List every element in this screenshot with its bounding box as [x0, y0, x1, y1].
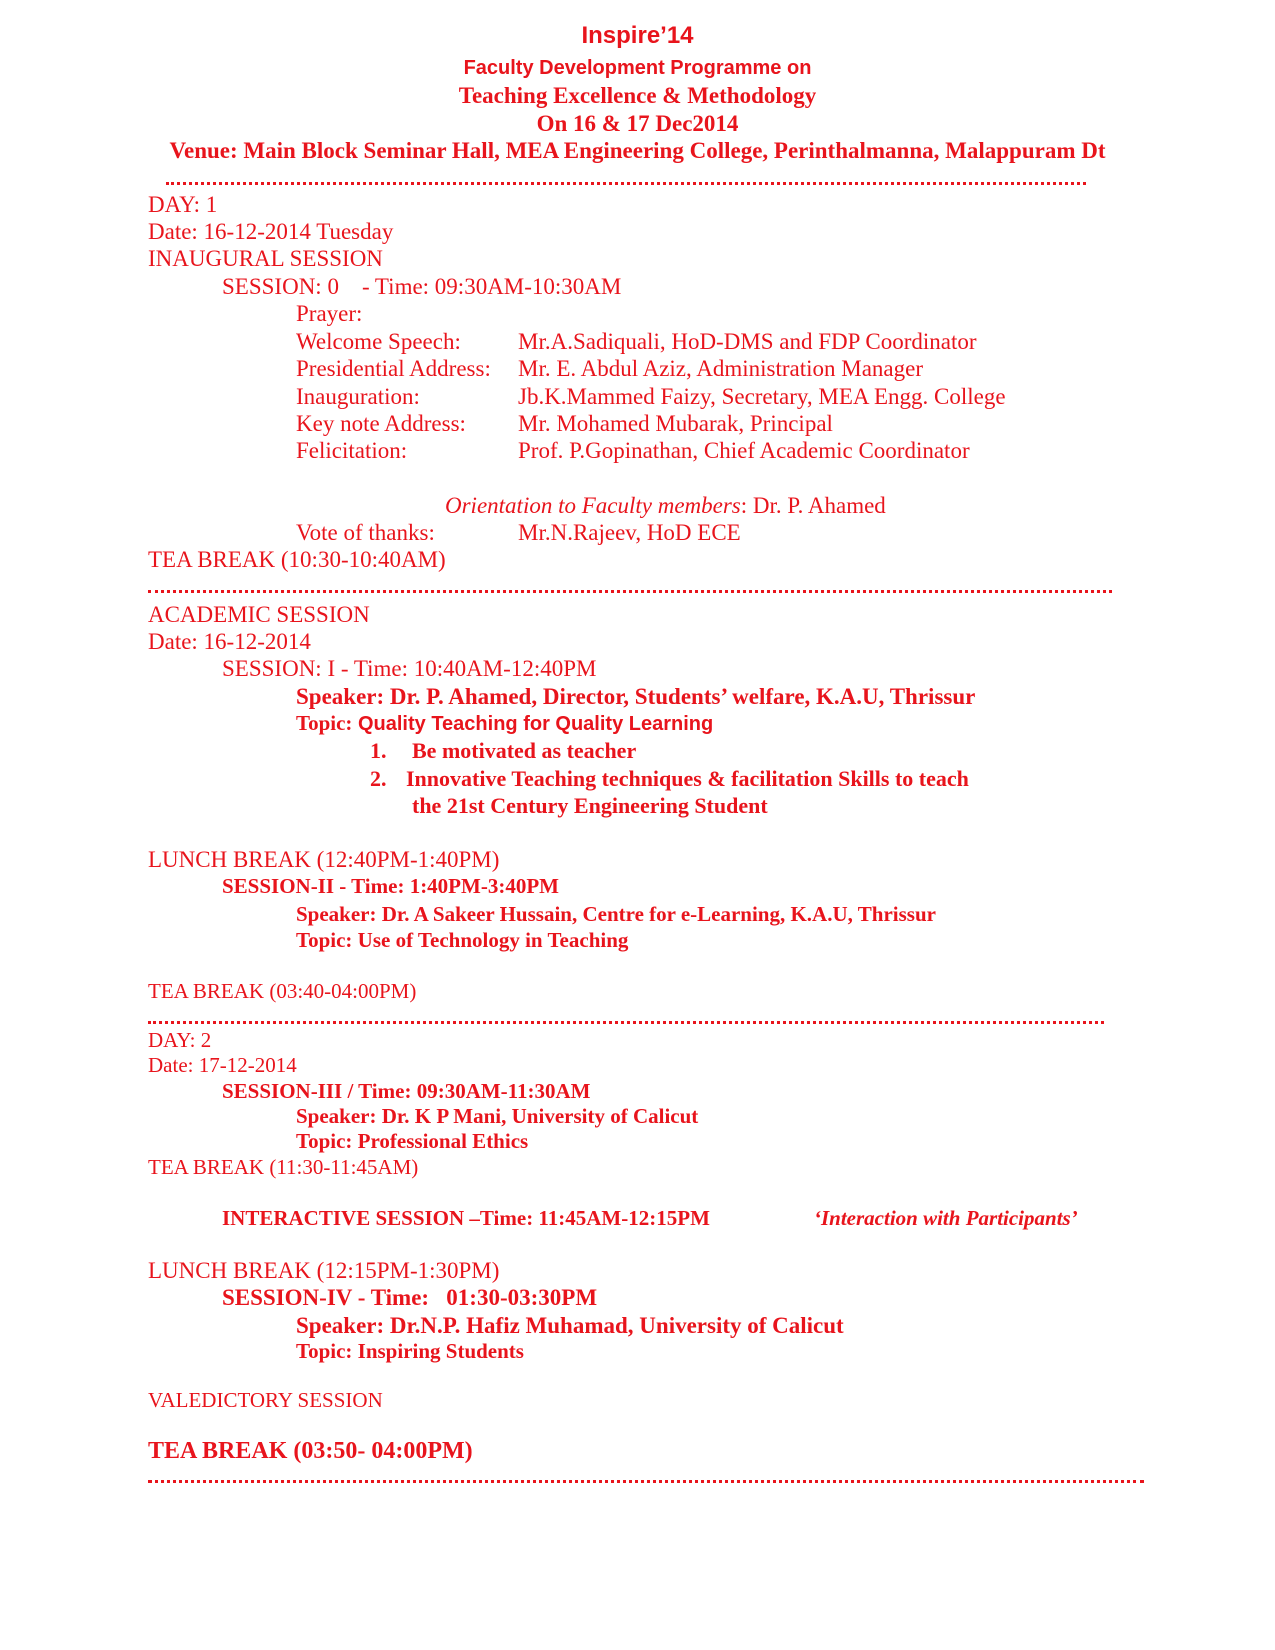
programme-role: Presidential Address: — [296, 356, 491, 381]
topic-text: Quality Teaching for Quality Learning — [352, 713, 714, 735]
event-theme: Teaching Excellence & Methodology — [458, 83, 817, 108]
event-dates: On 16 & 17 Dec2014 — [536, 111, 739, 136]
vote-of-thanks-person: Mr.N.Rajeev, HoD ECE — [518, 520, 741, 545]
programme-role: Prayer: — [296, 301, 363, 326]
inaugural-heading: INAUGURAL SESSION — [148, 246, 383, 271]
programme-person: Mr.A.Sadiquali, HoD-DMS and FDP Coordinator — [518, 329, 977, 354]
session1-time: SESSION: I - Time: 10:40AM-12:40PM — [222, 656, 597, 681]
lunch-break: LUNCH BREAK (12:40PM-1:40PM) — [148, 847, 500, 872]
session2-topic: Topic: Use of Technology in Teaching — [296, 928, 629, 952]
session4-speaker: Speaker: Dr.N.P. Hafiz Muhamad, University of Calicut — [296, 1313, 844, 1338]
interactive-note: ‘Interaction with Participants’ — [814, 1206, 1078, 1230]
list-number: 1. — [370, 738, 387, 763]
list-item: Be motivated as teacher — [412, 738, 637, 763]
day2-date: Date: 17-12-2014 — [148, 1053, 297, 1077]
session1-topic — [296, 713, 713, 734]
divider — [148, 1480, 1144, 1483]
divider — [148, 1021, 1104, 1024]
session3-time: SESSION-III / Time: 09:30AM-11:30AM — [222, 1079, 591, 1103]
session0-time: SESSION: 0 - Time: 09:30AM-10:30AM — [222, 274, 622, 299]
programme-role: Inauguration: — [296, 384, 420, 409]
academic-heading: ACADEMIC SESSION — [148, 602, 370, 627]
orientation-person: : Dr. P. Ahamed — [740, 493, 886, 518]
programme-role: Key note Address: — [296, 411, 466, 436]
final-tea-break: TEA BREAK (03:50- 04:00PM) — [148, 1438, 473, 1464]
orientation-line — [445, 494, 886, 517]
session3-speaker: Speaker: Dr. K P Mani, University of Calicut — [296, 1104, 699, 1128]
day1-label: DAY: 1 — [148, 192, 218, 217]
day2-label: DAY: 2 — [148, 1028, 212, 1052]
programme-role: Welcome Speech: — [296, 329, 461, 354]
event-venue: Venue: Main Block Seminar Hall, MEA Engineering College, Perinthalmanna, Malappuram Dt — [169, 138, 1106, 163]
interactive-session: INTERACTIVE SESSION –Time: 11:45AM-12:15PM — [222, 1206, 710, 1230]
day1-date: Date: 16-12-2014 Tuesday — [148, 219, 394, 244]
session2-speaker: Speaker: Dr. A Sakeer Hussain, Centre for e-Learning, K.A.U, Thrissur — [296, 902, 936, 926]
programme-person: Mr. Mohamed Mubarak, Principal — [518, 411, 833, 436]
programme-person: Jb.K.Mammed Faizy, Secretary, MEA Engg. College — [518, 384, 1006, 409]
lunch-break: LUNCH BREAK (12:15PM-1:30PM) — [148, 1258, 500, 1283]
academic-date: Date: 16-12-2014 — [148, 629, 311, 654]
orientation-label: Orientation to Faculty members — [445, 493, 741, 518]
topic-label: Topic: — [296, 711, 353, 735]
session4-topic: Topic: Inspiring Students — [296, 1339, 524, 1363]
list-item-continuation: the 21st Century Engineering Student — [412, 793, 768, 818]
valedictory-heading: VALEDICTORY SESSION — [148, 1388, 383, 1412]
event-title: Inspire’14 — [581, 22, 694, 49]
divider — [148, 590, 1112, 593]
session1-speaker: Speaker: Dr. P. Ahamed, Director, Students’ welfare, K.A.U, Thrissur — [296, 684, 976, 709]
session3-topic: Topic: Professional Ethics — [296, 1129, 529, 1153]
programme-person: Prof. P.Gopinathan, Chief Academic Coordinator — [518, 438, 970, 463]
event-subtitle: Faculty Development Programme on — [463, 57, 812, 79]
tea-break: TEA BREAK (11:30-11:45AM) — [148, 1155, 419, 1179]
session2-time: SESSION-II - Time: 1:40PM-3:40PM — [222, 874, 559, 898]
session4-time: SESSION-IV - Time: 01:30-03:30PM — [222, 1285, 598, 1310]
list-item: Innovative Teaching techniques & facilitation Skills to teach — [406, 766, 969, 791]
programme-role: Felicitation: — [296, 438, 408, 463]
list-number: 2. — [370, 766, 387, 791]
vote-of-thanks-role: Vote of thanks: — [296, 520, 435, 545]
tea-break: TEA BREAK (10:30-10:40AM) — [148, 547, 446, 572]
tea-break: TEA BREAK (03:40-04:00PM) — [148, 979, 417, 1003]
programme-person: Mr. E. Abdul Aziz, Administration Manager — [518, 356, 924, 381]
divider — [166, 182, 1086, 185]
